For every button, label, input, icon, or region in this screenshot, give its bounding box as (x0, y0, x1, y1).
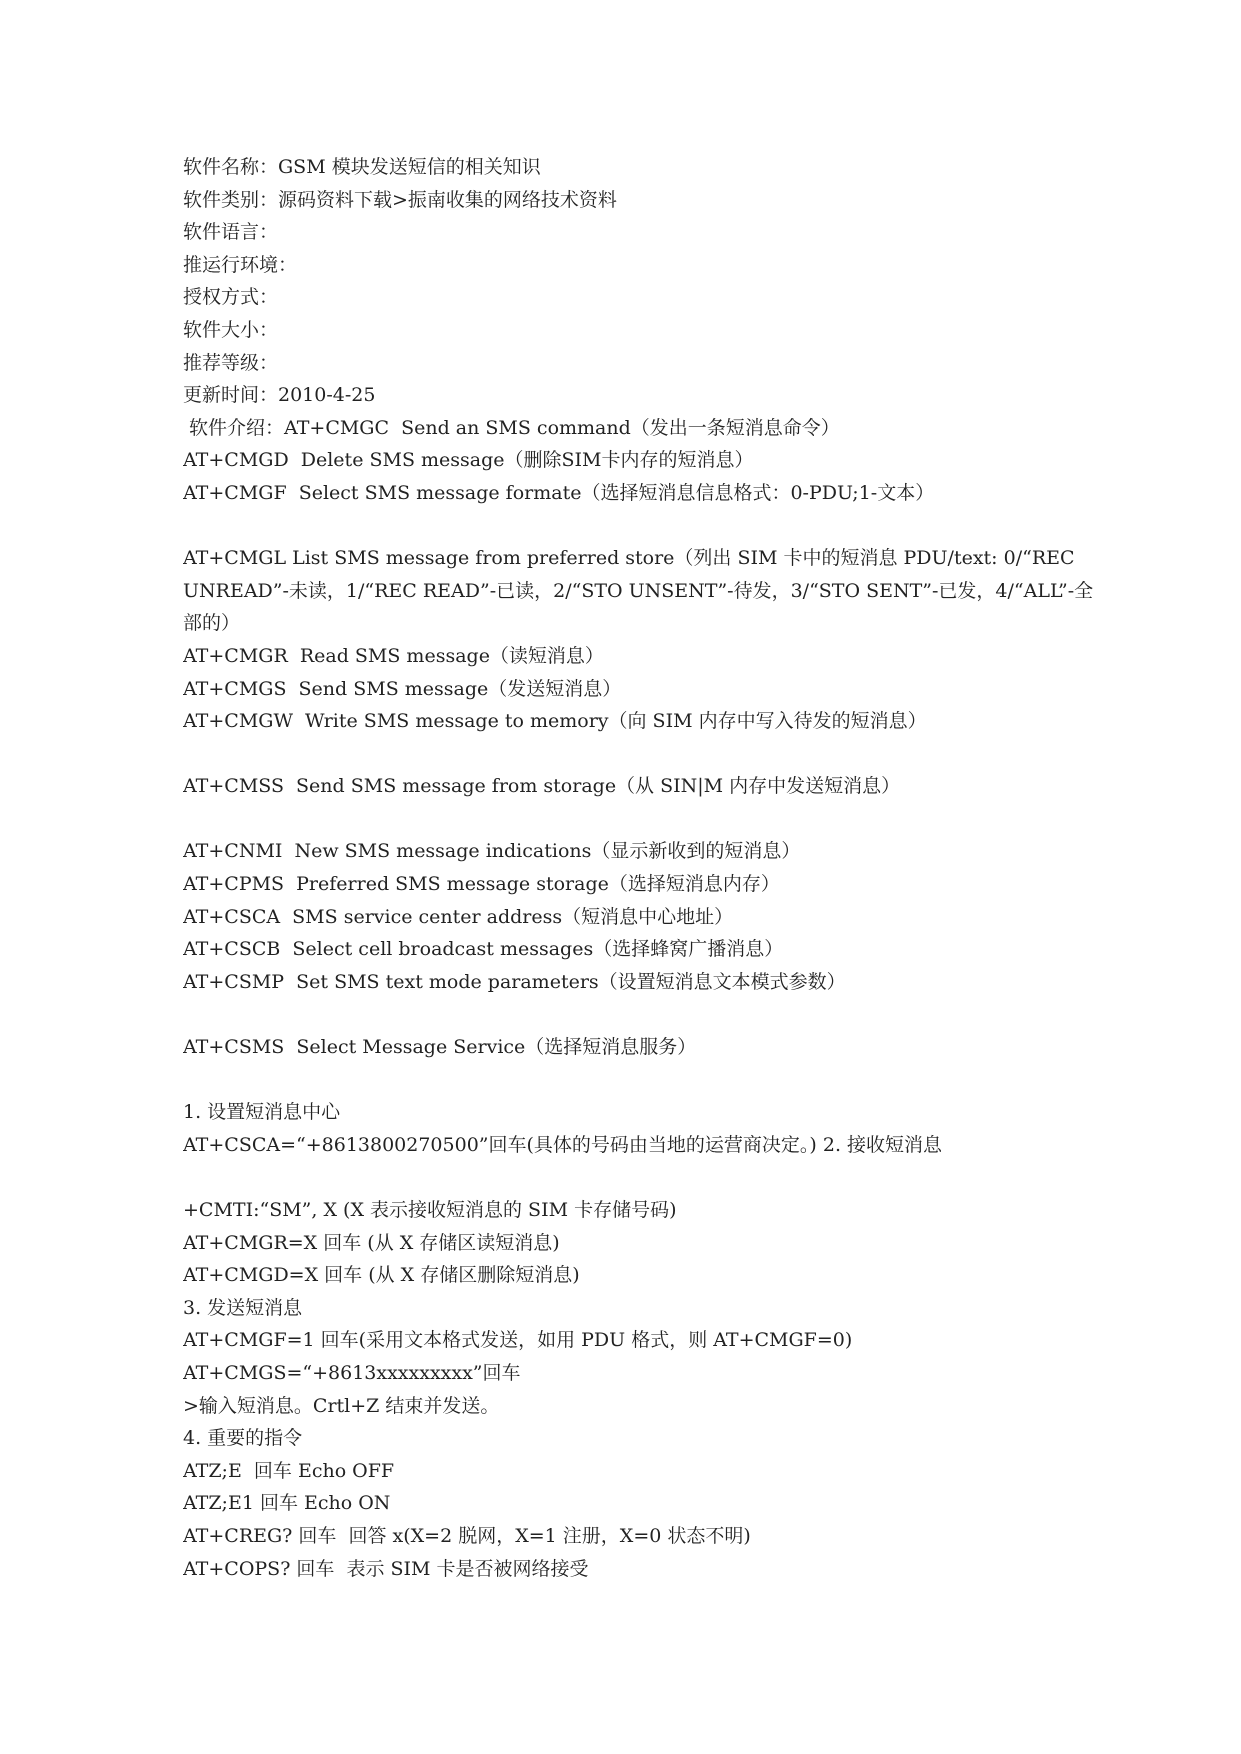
command-line: AT+CNMI New SMS message indications（显示新收到的短消息） (183, 840, 801, 863)
command-line: AT+CSMP Set SMS text mode parameters（设置短消息文本模式参数） (183, 970, 846, 993)
meta-software-name: 软件名称：GSM 模块发送短信的相关知识 (183, 156, 541, 178)
meta-software-category: 软件类别：源码资料下载>振南收集的网络技术资料 (183, 188, 617, 211)
command-cmss: AT+CMSS Send SMS message from storage（从 SIN|M 内存中发送短消息） (183, 775, 901, 798)
body-line: AT+CSCA=“+8613800270500”回车(具体的号码由当地的运营商决定。) 2. 接收短消息 (183, 1133, 943, 1156)
meta-runtime-environment: 推运行环境： (183, 253, 298, 276)
meta-update-time: 更新时间：2010-4-25 (183, 384, 376, 407)
document-body (183, 151, 1103, 1585)
body-line: AT+CMGD=X 回车 (从 X 存储区删除短消息) (183, 1264, 580, 1287)
body-line: AT+CMGS=“+8613xxxxxxxxx”回车 (183, 1361, 521, 1384)
command-line: AT+CMGW Write SMS message to memory（向 SIM 内存中写入待发的短消息） (183, 710, 927, 733)
body-line: +CMTI:“SM”, X (X 表示接收短消息的 SIM 卡存储号码) (183, 1199, 677, 1221)
blank-line (183, 1064, 1103, 1097)
command-line: AT+CMGF Select SMS message formate（选择短消息信息格式：0-PDU;1-文本） (183, 481, 935, 504)
command-line: 软件介绍：AT+CMGC Send an SMS command（发出一条短消息命令） (183, 416, 840, 439)
body-line: AT+CMGF=1 回车(采用文本格式发送，如用 PDU 格式，则 AT+CMGF=0) (183, 1329, 853, 1352)
command-line: AT+CMGR Read SMS message（读短消息） (183, 644, 604, 667)
meta-license: 授权方式： (183, 286, 279, 309)
command-line: AT+CMGS Send SMS message（发送短消息） (183, 677, 622, 700)
meta-software-size: 软件大小： (183, 318, 279, 341)
body-line: ATZ;E 回车 Echo OFF (183, 1459, 395, 1482)
command-line: AT+CSCA SMS service center address（短消息中心地址） (183, 905, 734, 928)
body-line: ATZ;E1 回车 Echo ON (183, 1492, 391, 1515)
command-cmgl: AT+CMGL List SMS message from preferred store（列出 SIM 卡中的短消息 PDU/text: 0/“REC UNREAD”-未读，1/“REC READ”-已读，2/“STO UNSENT”-待发，3/“STO SENT”-已发，4/“ALL”-全部的） (183, 547, 1094, 635)
section-heading: 3. 发送短消息 (183, 1296, 303, 1319)
command-line: AT+CMGD Delete SMS message（删除SIM卡内存的短消息） (183, 449, 754, 472)
blank-line (183, 510, 1103, 543)
meta-rating: 推荐等级： (183, 351, 279, 374)
blank-line (183, 998, 1103, 1031)
body-line: AT+COPS? 回车 表示 SIM 卡是否被网络接受 (183, 1557, 589, 1580)
meta-software-language: 软件语言： (183, 221, 279, 244)
section-heading: 1. 设置短消息中心 (183, 1101, 341, 1124)
command-line: AT+CPMS Preferred SMS message storage（选择短消息内存） (183, 873, 780, 896)
blank-line (183, 1161, 1103, 1194)
blank-line (183, 738, 1103, 771)
body-line: AT+CMGR=X 回车 (从 X 存储区读短消息) (183, 1231, 560, 1254)
body-line: >输入短消息。Crtl+Z 结束并发送。 (183, 1394, 500, 1417)
section-heading: 4. 重要的指令 (183, 1427, 303, 1450)
blank-line (183, 803, 1103, 836)
body-line: AT+CREG? 回车 回答 x(X=2 脱网，X=1 注册，X=0 状态不明) (183, 1524, 751, 1547)
command-line: AT+CSCB Select cell broadcast messages（选择蜂窝广播消息） (183, 938, 784, 961)
command-csms: AT+CSMS Select Message Service（选择短消息服务） (183, 1036, 697, 1059)
